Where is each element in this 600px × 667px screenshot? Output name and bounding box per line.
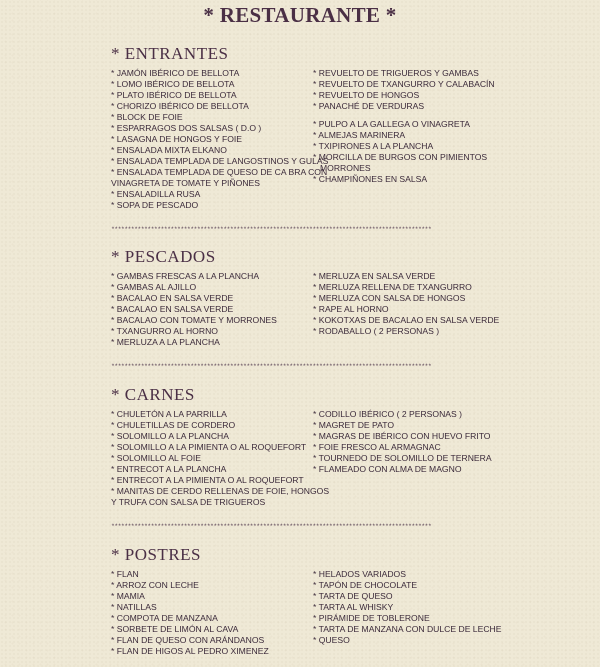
menu-item [111, 271, 311, 282]
menu-item-text: * REVUELTO DE TRIGUEROS Y GAMBAS [313, 68, 479, 78]
menu-item [313, 591, 513, 602]
menu-item [313, 624, 513, 635]
menu-item-text: * RODABALLO ( 2 PERSONAS ) [313, 326, 440, 336]
menu-item [111, 624, 311, 635]
menu-item [313, 101, 513, 112]
menu-item-text: * MERLUZA CON SALSA DE HONGOS [313, 293, 466, 303]
menu-item [313, 431, 513, 442]
menu-item-text: * JAMÓN IBÉRICO DE BELLOTA [111, 68, 240, 78]
menu-item-text: * REVUELTO DE TXANGURRO Y CALABACÍN [313, 79, 495, 89]
menu-item [111, 189, 311, 200]
menu-item-text: * REVUELTO DE HONGOS [313, 90, 420, 100]
menu-item-text: * CHAMPIÑONES EN SALSA [313, 174, 428, 184]
divider: ************************************************************************************************* [111, 226, 432, 233]
menu-item [313, 68, 513, 79]
menu-item-text: * GAMBAS AL AJILLO [111, 282, 197, 292]
menu-item [111, 123, 311, 134]
menu-item [111, 90, 311, 101]
left-column [111, 409, 330, 508]
divider: ************************************************************************************************* [111, 363, 432, 370]
menu-item-text: * NATILLAS [111, 602, 157, 612]
menu-item [111, 635, 311, 646]
menu-item-text: * ENSALADA TEMPLADA DE QUESO DE CA BRA CON [111, 167, 328, 177]
menu-item [111, 420, 311, 431]
menu-item-text: * PLATO IBÉRICO DE BELLOTA [111, 90, 237, 100]
section-title: * PESCADOS [111, 247, 216, 266]
menu-item-text: * SORBETE DE LIMÓN AL CAVA [111, 624, 239, 634]
menu-item-text: * RAPE AL HORNO [313, 304, 389, 314]
menu-item-text: * MAMIA [111, 591, 145, 601]
menu-item-text: * ALMEJAS MARINERA [313, 130, 406, 140]
menu-item [111, 304, 311, 315]
menu-item [313, 409, 513, 420]
menu-item-text: * FLAN DE HIGOS AL PEDRO XIMENEZ [111, 646, 269, 656]
menu-item-text: * BLOCK DE FOIE [111, 112, 183, 122]
divider: ************************************************************************************************* [111, 523, 432, 530]
menu-item-text: * MAGRAS DE IBÉRICO CON HUEVO FRITO [313, 431, 491, 441]
menu-item-text: * HELADOS VARIADOS [313, 569, 406, 579]
menu-item-text: * SOLOMILLO A LA PIMIENTA O AL ROQUEFORT [111, 442, 307, 452]
menu-item [111, 112, 311, 123]
menu-item [111, 442, 311, 453]
menu-item [111, 145, 311, 156]
menu-item [111, 337, 311, 348]
menu-item-continuation: MORRONES [320, 163, 371, 173]
menu-item-text: * SOPA DE PESCADO [111, 200, 199, 210]
menu-item-text: * MERLUZA RELLENA DE TXANGURRO [313, 282, 472, 292]
section-columns [111, 409, 511, 509]
menu-item-continuation: VINAGRETA DE TOMATE Y PIÑONES [111, 178, 260, 188]
menu-item-text: * ENSALADILLA RUSA [111, 189, 201, 199]
menu-item-text: * LASAGNA DE HONGOS Y FOIE [111, 134, 243, 144]
menu-item [111, 293, 311, 304]
menu-item [111, 68, 311, 79]
menu-item [313, 602, 513, 613]
menu-item [111, 79, 311, 90]
menu-item [111, 315, 311, 326]
menu-item [111, 431, 311, 442]
menu-item-text: * ENSALADA TEMPLADA DE LANGOSTINOS Y GULAS [111, 156, 329, 166]
menu-item [111, 200, 311, 211]
menu-item [111, 580, 311, 591]
menu-item-text: * GAMBAS FRESCAS A LA PLANCHA [111, 271, 260, 281]
section-pescados [111, 247, 511, 351]
menu-item [111, 475, 311, 486]
menu-item-text: * TARTA AL WHISKY [313, 602, 394, 612]
menu-item [313, 304, 513, 315]
menu-item-text: * CODILLO IBÉRICO ( 2 PERSONAS ) [313, 409, 462, 419]
right-column [313, 68, 513, 185]
menu-item-text: * FLAMEADO CON ALMA DE MAGNO [313, 464, 462, 474]
menu-item-text: * MERLUZA EN SALSA VERDE [313, 271, 436, 281]
menu-item-text: * TAPÓN DE CHOCOLATE [313, 580, 418, 590]
menu-item [313, 464, 513, 475]
right-column [313, 271, 513, 337]
section-columns [111, 569, 511, 659]
menu-item-text: * ARROZ CON LECHE [111, 580, 199, 590]
menu-item [111, 486, 330, 508]
menu-item-text: * COMPOTA DE MANZANA [111, 613, 218, 623]
menu-item [111, 326, 311, 337]
menu-item-continuation: Y TRUFA CON SALSA DE TRIGUEROS [111, 497, 266, 507]
menu-item [111, 101, 311, 112]
menu-item-text: * CHORIZO IBÉRICO DE BELLOTA [111, 101, 249, 111]
menu-item-text: * MORCILLA DE BURGOS CON PIMIENTOS [313, 152, 488, 162]
menu-item [313, 569, 513, 580]
menu-item [111, 602, 311, 613]
menu-item [111, 282, 311, 293]
menu-item [313, 152, 513, 174]
menu-item-text: * FOIE FRESCO AL ARMAGNAC [313, 442, 441, 452]
menu-item-text: * ENTRECOT A LA PLANCHA [111, 464, 227, 474]
menu-item [313, 141, 513, 152]
page-title: * RESTAURANTE * [203, 3, 397, 27]
menu-item-text: * KOKOTXAS DE BACALAO EN SALSA VERDE [313, 315, 500, 325]
menu-item [111, 569, 311, 580]
menu-item-text: * BACALAO EN SALSA VERDE [111, 293, 234, 303]
menu-item [313, 174, 513, 185]
menu-item [313, 442, 513, 453]
menu-item [313, 282, 513, 293]
menu-item-text: * ENSALADA MIXTA ELKANO [111, 145, 227, 155]
menu-item-text: * PULPO A LA GALLEGA O VINAGRETA [313, 119, 470, 129]
menu-item-text: * MAGRET DE PATO [313, 420, 395, 430]
menu-item-text: * TARTA DE QUESO [313, 591, 393, 601]
menu-item [313, 119, 513, 130]
left-column [111, 271, 311, 348]
right-column [313, 409, 513, 475]
menu-item [313, 453, 513, 464]
menu-item [111, 646, 311, 657]
menu-item [111, 591, 311, 602]
menu-item [313, 315, 513, 326]
section-title: * ENTRANTES [111, 44, 229, 63]
menu-item [313, 613, 513, 624]
menu-item-text: * SOLOMILLO AL FOIE [111, 453, 201, 463]
menu-item [111, 453, 311, 464]
menu-item [111, 134, 311, 145]
menu-item-text: * ENTRECOT A LA PIMIENTA O AL ROQUEFORT [111, 475, 304, 485]
left-column [111, 569, 311, 657]
right-column [313, 569, 513, 646]
menu-item [313, 635, 513, 646]
menu-item-text: * FLAN DE QUESO CON ARÁNDANOS [111, 635, 265, 645]
menu-item [313, 79, 513, 90]
section-title: * POSTRES [111, 545, 201, 564]
menu-item-text: * CHULETILLAS DE CORDERO [111, 420, 236, 430]
menu-item-text: * MANITAS DE CERDO RELLENAS DE FOIE, HONGOS [111, 486, 330, 496]
menu-item [111, 156, 329, 167]
menu-item-text: * TOURNEDO DE SOLOMILLO DE TERNERA [313, 453, 492, 463]
menu-item-text: * MERLUZA A LA PLANCHA [111, 337, 220, 347]
menu-item [111, 409, 311, 420]
menu-item-text: * QUESO [313, 635, 350, 645]
menu-item-text: * LOMO IBÉRICO DE BELLOTA [111, 79, 235, 89]
menu-item-text: * CHULETÓN A LA PARRILLA [111, 409, 227, 419]
menu-item [313, 420, 513, 431]
menu-item [313, 271, 513, 282]
menu-item [111, 613, 311, 624]
menu-item [313, 580, 513, 591]
menu-item [111, 167, 328, 189]
section-carnes [111, 385, 511, 509]
menu-item-text: * TXANGURRO AL HORNO [111, 326, 218, 336]
menu-item [313, 130, 513, 141]
section-postres [111, 545, 511, 659]
section-title: * CARNES [111, 385, 195, 404]
menu-item-text: * BACALAO CON TOMATE Y MORRONES [111, 315, 277, 325]
menu-item [313, 90, 513, 101]
menu-item-text: * PIRÁMIDE DE TOBLERONE [313, 613, 430, 623]
section-entrantes [111, 44, 511, 218]
menu-item-text: * ESPARRAGOS DOS SALSAS ( D.O ) [111, 123, 262, 133]
section-columns [111, 68, 511, 218]
menu-item-text: * BACALAO EN SALSA VERDE [111, 304, 234, 314]
menu-item-text: * PANACHÉ DE VERDURAS [313, 101, 425, 111]
menu-item-text: * TARTA DE MANZANA CON DULCE DE LECHE [313, 624, 502, 634]
menu-item [313, 326, 513, 337]
left-column [111, 68, 329, 211]
section-columns [111, 271, 511, 351]
menu-item-text: * TXIPIRONES A LA PLANCHA [313, 141, 434, 151]
menu-item [313, 293, 513, 304]
menu-item-text: * FLAN [111, 569, 139, 579]
menu-item-text: * SOLOMILLO A LA PLANCHA [111, 431, 229, 441]
menu-item [111, 464, 311, 475]
